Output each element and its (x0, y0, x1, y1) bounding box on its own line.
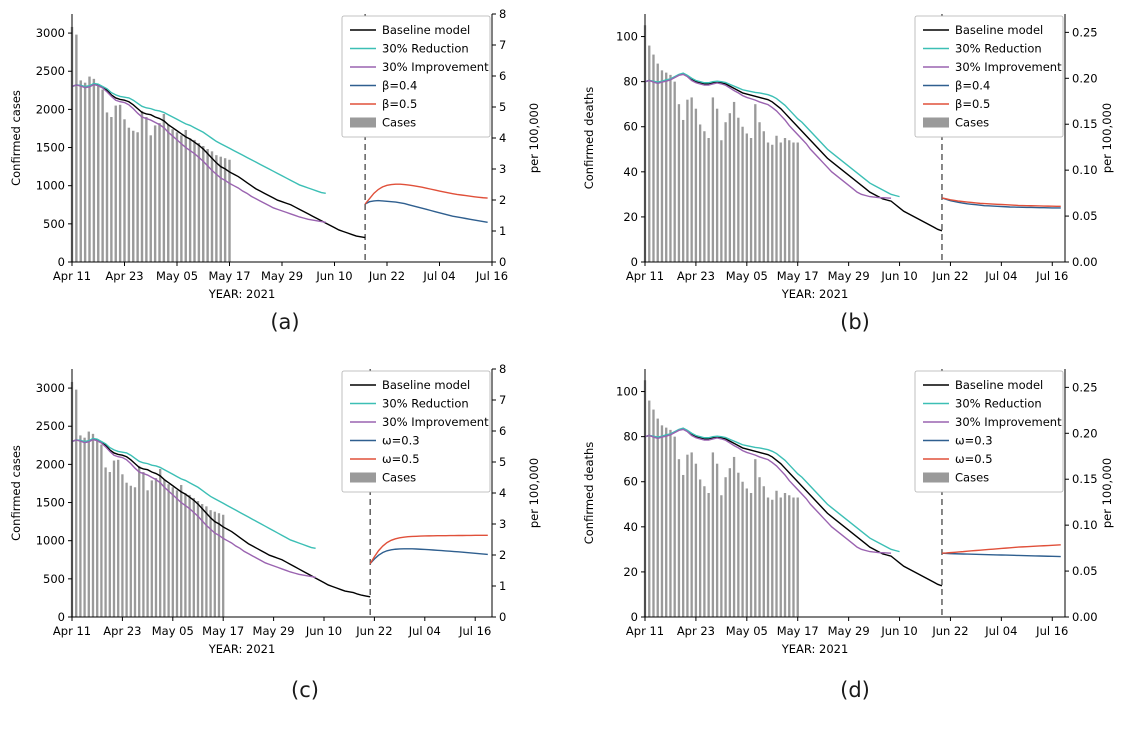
bar (792, 498, 794, 617)
bar (142, 472, 144, 617)
legend-label: β=0.5 (382, 97, 418, 111)
bar (163, 114, 165, 262)
legend-label: ω=0.5 (382, 452, 420, 466)
y-tick-label: 2500 (35, 64, 65, 79)
bar (780, 498, 782, 617)
legend-label: Baseline model (955, 378, 1044, 392)
panel-a (0, 0, 560, 340)
bar (117, 460, 119, 617)
bar (754, 459, 756, 617)
x-axis-label: YEAR: 2021 (208, 642, 276, 656)
y2-tick-label: 0.05 (1072, 209, 1098, 224)
bar (733, 102, 735, 262)
bar (84, 83, 86, 262)
legend-swatch (350, 473, 376, 483)
bar (665, 73, 667, 262)
y-tick-label: 80 (623, 429, 638, 444)
bar (132, 131, 134, 262)
y2-tick-label: 0.15 (1072, 117, 1098, 132)
bar (797, 143, 799, 262)
bar (202, 146, 204, 262)
y-tick-label: 1500 (35, 140, 65, 155)
bar (741, 127, 743, 262)
bar (211, 151, 213, 262)
x-tick-label: Jul 04 (985, 624, 1018, 638)
y2-tick-label: 7 (499, 38, 507, 52)
legend-label: ω=0.5 (955, 452, 993, 466)
bar (198, 143, 200, 262)
bar (746, 133, 748, 262)
bar (771, 500, 773, 617)
bar (184, 493, 186, 617)
y2-tick-label: 0.20 (1072, 71, 1098, 86)
bar (695, 109, 697, 262)
x-tick-label: Apr 11 (52, 269, 92, 283)
chart-c (0, 355, 560, 695)
y-tick-label: 60 (623, 119, 638, 134)
bar (171, 129, 173, 262)
bar (707, 138, 709, 262)
bar (130, 486, 132, 617)
bar (188, 495, 190, 617)
y2-axis-label: per 100,000 (527, 457, 541, 529)
legend-label: Cases (382, 115, 417, 130)
y2-tick-label: 8 (499, 362, 507, 376)
x-tick-label: Jul 04 (985, 269, 1018, 283)
x-tick-label: Jul 04 (423, 269, 456, 283)
y2-tick-label: 0.25 (1072, 380, 1098, 395)
bar (150, 135, 152, 262)
y-tick-label: 2000 (35, 457, 65, 472)
y-tick-label: 1000 (35, 533, 65, 548)
legend-label: 30% Reduction (955, 41, 1042, 56)
y-tick-label: 20 (623, 209, 638, 224)
bar (716, 109, 718, 262)
panel-c (0, 355, 560, 695)
series-line (942, 553, 1061, 556)
y2-tick-label: 0.25 (1072, 25, 1098, 40)
bar (737, 118, 739, 262)
bar (771, 145, 773, 262)
bar (193, 140, 195, 262)
bar (669, 75, 671, 262)
bar (665, 428, 667, 617)
series-line (370, 549, 488, 564)
y-tick-label: 3000 (35, 381, 65, 396)
bar (136, 132, 138, 262)
bar (737, 473, 739, 617)
bar (788, 140, 790, 262)
y-tick-label: 20 (623, 564, 638, 579)
legend-swatch (923, 473, 949, 483)
bar (154, 125, 156, 262)
bar (712, 452, 714, 617)
bar (750, 493, 752, 617)
y2-tick-label: 2 (499, 548, 507, 562)
panel-b (573, 0, 1133, 340)
y2-tick-label: 6 (499, 424, 507, 438)
bar (720, 140, 722, 262)
panel-d (573, 355, 1133, 695)
bar (167, 484, 169, 617)
bar (180, 485, 182, 617)
bar (101, 90, 103, 262)
bar (797, 498, 799, 617)
bar (93, 79, 95, 262)
bar (682, 475, 684, 617)
bar (686, 455, 688, 617)
bar (767, 143, 769, 262)
y-tick-label: 0 (630, 255, 638, 269)
x-tick-label: May 17 (208, 269, 251, 283)
bar (792, 143, 794, 262)
y2-tick-label: 0.00 (1072, 610, 1098, 624)
bar (146, 490, 148, 617)
y-tick-label: 80 (623, 74, 638, 89)
x-tick-label: May 29 (827, 269, 870, 283)
y-tick-label: 100 (616, 29, 638, 44)
y-tick-label: 2500 (35, 419, 65, 434)
bar (720, 495, 722, 617)
bar (699, 124, 701, 262)
y2-tick-label: 0.10 (1072, 518, 1098, 533)
legend-label: Cases (382, 470, 417, 485)
x-tick-label: Jun 22 (356, 624, 393, 638)
x-tick-label: Jul 16 (459, 624, 492, 638)
bar (109, 472, 111, 617)
x-tick-label: Jul 16 (1036, 269, 1069, 283)
x-tick-label: May 17 (776, 269, 819, 283)
y-tick-label: 60 (623, 474, 638, 489)
bar (158, 123, 160, 262)
y2-axis-label: per 100,000 (527, 102, 541, 174)
legend-swatch (350, 118, 376, 128)
bar (123, 119, 125, 262)
bar (176, 490, 178, 617)
bar (106, 112, 108, 262)
bar (119, 105, 121, 262)
bar (113, 461, 115, 617)
bar (79, 435, 81, 617)
bar (121, 474, 123, 617)
bar (699, 479, 701, 617)
bar (159, 469, 161, 617)
legend-label: Baseline model (382, 378, 471, 392)
legend-label: 30% Improvement (955, 60, 1062, 74)
bar (125, 483, 127, 617)
x-tick-label: May 17 (202, 624, 245, 638)
bar (716, 464, 718, 617)
y-tick-label: 3000 (35, 26, 65, 41)
legend-label: 30% Reduction (382, 41, 469, 56)
series-line (72, 439, 370, 597)
x-tick-label: Apr 23 (105, 269, 144, 283)
x-tick-label: Jun 10 (881, 269, 918, 283)
y2-tick-label: 0.10 (1072, 163, 1098, 178)
bar (138, 466, 140, 617)
bar (729, 113, 731, 262)
chart-d (573, 355, 1133, 695)
bar (703, 486, 705, 617)
bar (669, 430, 671, 617)
panel-caption-c: (c) (291, 678, 319, 702)
y-tick-label: 500 (43, 216, 65, 231)
bar (83, 438, 85, 617)
legend-label: 30% Reduction (382, 396, 469, 411)
bar (176, 132, 178, 262)
legend-label: Cases (955, 470, 990, 485)
y2-tick-label: 2 (499, 193, 507, 207)
legend-label: β=0.5 (955, 97, 991, 111)
bar (115, 106, 117, 262)
x-tick-label: May 29 (260, 269, 304, 283)
bar (214, 512, 216, 617)
x-tick-label: Jun 22 (932, 269, 969, 283)
bar (145, 117, 147, 262)
bar (733, 457, 735, 617)
bar (141, 111, 143, 262)
x-tick-label: May 05 (725, 269, 768, 283)
bar (703, 131, 705, 262)
y-axis-label: Confirmed cases (9, 445, 23, 541)
bar (167, 125, 169, 262)
x-tick-label: Jun 10 (881, 624, 918, 638)
bar (724, 477, 726, 617)
bar (657, 419, 659, 617)
x-tick-label: Jun 10 (316, 269, 353, 283)
y2-tick-label: 4 (499, 486, 507, 500)
bar (724, 122, 726, 262)
legend-label: 30% Improvement (955, 415, 1062, 429)
bar (197, 501, 199, 617)
y2-tick-label: 8 (499, 7, 507, 21)
legend-label: Baseline model (955, 23, 1044, 37)
y2-tick-label: 1 (499, 224, 507, 238)
bar (648, 401, 650, 617)
bar (754, 104, 756, 262)
bar (104, 467, 106, 617)
x-tick-label: Apr 11 (625, 269, 665, 283)
x-tick-label: Jun 10 (305, 624, 343, 638)
y-tick-label: 2000 (35, 102, 65, 117)
bar (784, 493, 786, 617)
bar (128, 128, 130, 262)
bar (151, 480, 153, 617)
bar (775, 136, 777, 262)
legend-label: β=0.4 (382, 78, 418, 93)
y-tick-label: 40 (623, 164, 638, 179)
x-tick-label: May 05 (725, 624, 768, 638)
y2-tick-label: 0.20 (1072, 426, 1098, 441)
bar (92, 434, 94, 617)
x-tick-label: May 29 (252, 624, 295, 638)
bar (784, 138, 786, 262)
y2-tick-label: 0 (499, 610, 507, 624)
x-tick-label: Jul 16 (1036, 624, 1069, 638)
chart-b (573, 0, 1133, 340)
bar (763, 486, 765, 617)
y-tick-label: 1000 (35, 178, 65, 193)
bar (657, 64, 659, 262)
bar (75, 390, 77, 617)
bar (96, 439, 98, 617)
y-axis-label: Confirmed cases (9, 90, 23, 186)
x-tick-label: Apr 11 (625, 624, 665, 638)
legend-label: Cases (955, 115, 990, 130)
y2-axis-label: per 100,000 (1100, 457, 1114, 529)
bar (661, 425, 663, 617)
bar (763, 131, 765, 262)
bar (218, 513, 220, 617)
chart-a (0, 0, 560, 340)
bar (110, 117, 112, 262)
x-tick-label: Jun 22 (932, 624, 969, 638)
bar (780, 143, 782, 262)
bar (767, 498, 769, 617)
bar (222, 515, 224, 617)
y2-tick-label: 0.00 (1072, 255, 1098, 269)
legend-label: ω=0.3 (955, 433, 993, 448)
bar (180, 135, 182, 262)
bar (741, 482, 743, 617)
bar (652, 55, 654, 262)
legend-label: 30% Improvement (382, 415, 489, 429)
bar (775, 491, 777, 617)
bar (97, 84, 99, 262)
bar (209, 510, 211, 617)
bar (729, 468, 731, 617)
x-tick-label: May 17 (776, 624, 819, 638)
x-tick-label: Apr 23 (103, 624, 142, 638)
bar (661, 70, 663, 262)
bar (88, 432, 90, 617)
x-axis-label: YEAR: 2021 (781, 287, 849, 301)
bar (134, 487, 136, 617)
x-tick-label: May 05 (151, 624, 194, 638)
y2-axis-label: per 100,000 (1100, 102, 1114, 174)
bar (205, 506, 207, 617)
x-tick-label: Apr 23 (676, 269, 716, 283)
y-tick-label: 100 (616, 384, 638, 399)
y-tick-label: 0 (630, 610, 638, 624)
y-tick-label: 0 (57, 255, 65, 269)
x-tick-label: Jun 22 (368, 269, 406, 283)
bar (215, 155, 217, 262)
bar (691, 452, 693, 617)
bar (189, 138, 191, 262)
bar (678, 104, 680, 262)
bar (220, 157, 222, 262)
y2-tick-label: 0 (499, 255, 507, 269)
x-axis-label: YEAR: 2021 (781, 642, 849, 656)
legend-swatch (923, 118, 949, 128)
bar (695, 464, 697, 617)
legend-label: 30% Improvement (382, 60, 489, 74)
bar (648, 46, 650, 262)
bar (193, 498, 195, 617)
legend-label: Baseline model (382, 23, 471, 37)
bar (155, 478, 157, 617)
bar (686, 100, 688, 262)
y2-tick-label: 0.05 (1072, 564, 1098, 579)
y2-tick-label: 5 (499, 100, 507, 114)
bar (712, 97, 714, 262)
y-tick-label: 500 (43, 571, 65, 586)
y2-tick-label: 0.15 (1072, 472, 1098, 487)
bar (185, 130, 187, 262)
bar (750, 138, 752, 262)
bar (674, 437, 676, 617)
bar (80, 80, 82, 262)
legend-label: β=0.4 (955, 78, 991, 93)
bar (163, 480, 165, 617)
legend-label: ω=0.3 (382, 433, 420, 448)
y2-tick-label: 1 (499, 579, 507, 593)
y2-tick-label: 6 (499, 69, 507, 83)
bar (652, 410, 654, 617)
bar (678, 459, 680, 617)
bar (691, 97, 693, 262)
y-axis-label: Confirmed deaths (582, 441, 596, 545)
bar (674, 82, 676, 262)
y2-tick-label: 3 (499, 162, 507, 176)
series-line (942, 545, 1061, 553)
bar (100, 445, 102, 617)
bar (224, 158, 226, 262)
bar (758, 122, 760, 262)
bar (788, 495, 790, 617)
y-tick-label: 1500 (35, 495, 65, 510)
bar (75, 35, 77, 262)
x-axis-label: YEAR: 2021 (208, 287, 276, 301)
bar (707, 493, 709, 617)
y2-tick-label: 5 (499, 455, 507, 469)
bar (172, 487, 174, 617)
panel-caption-d: (d) (840, 678, 870, 702)
x-tick-label: May 29 (827, 624, 870, 638)
panel-caption-b: (b) (840, 310, 870, 334)
y-axis-label: Confirmed deaths (582, 86, 596, 190)
y2-tick-label: 7 (499, 393, 507, 407)
bar (228, 160, 230, 262)
series-line (365, 201, 488, 223)
x-tick-label: Apr 23 (676, 624, 716, 638)
y-tick-label: 40 (623, 519, 638, 534)
y2-tick-label: 4 (499, 131, 507, 145)
panel-caption-a: (a) (270, 310, 300, 334)
legend-label: 30% Reduction (955, 396, 1042, 411)
x-tick-label: Jul 16 (475, 269, 509, 283)
x-tick-label: May 05 (155, 269, 199, 283)
x-tick-label: Jul 04 (408, 624, 441, 638)
x-tick-label: Apr 11 (52, 624, 92, 638)
bar (88, 77, 90, 262)
bar (746, 488, 748, 617)
bar (682, 120, 684, 262)
y2-tick-label: 3 (499, 517, 507, 531)
y-tick-label: 0 (57, 610, 65, 624)
bar (758, 477, 760, 617)
